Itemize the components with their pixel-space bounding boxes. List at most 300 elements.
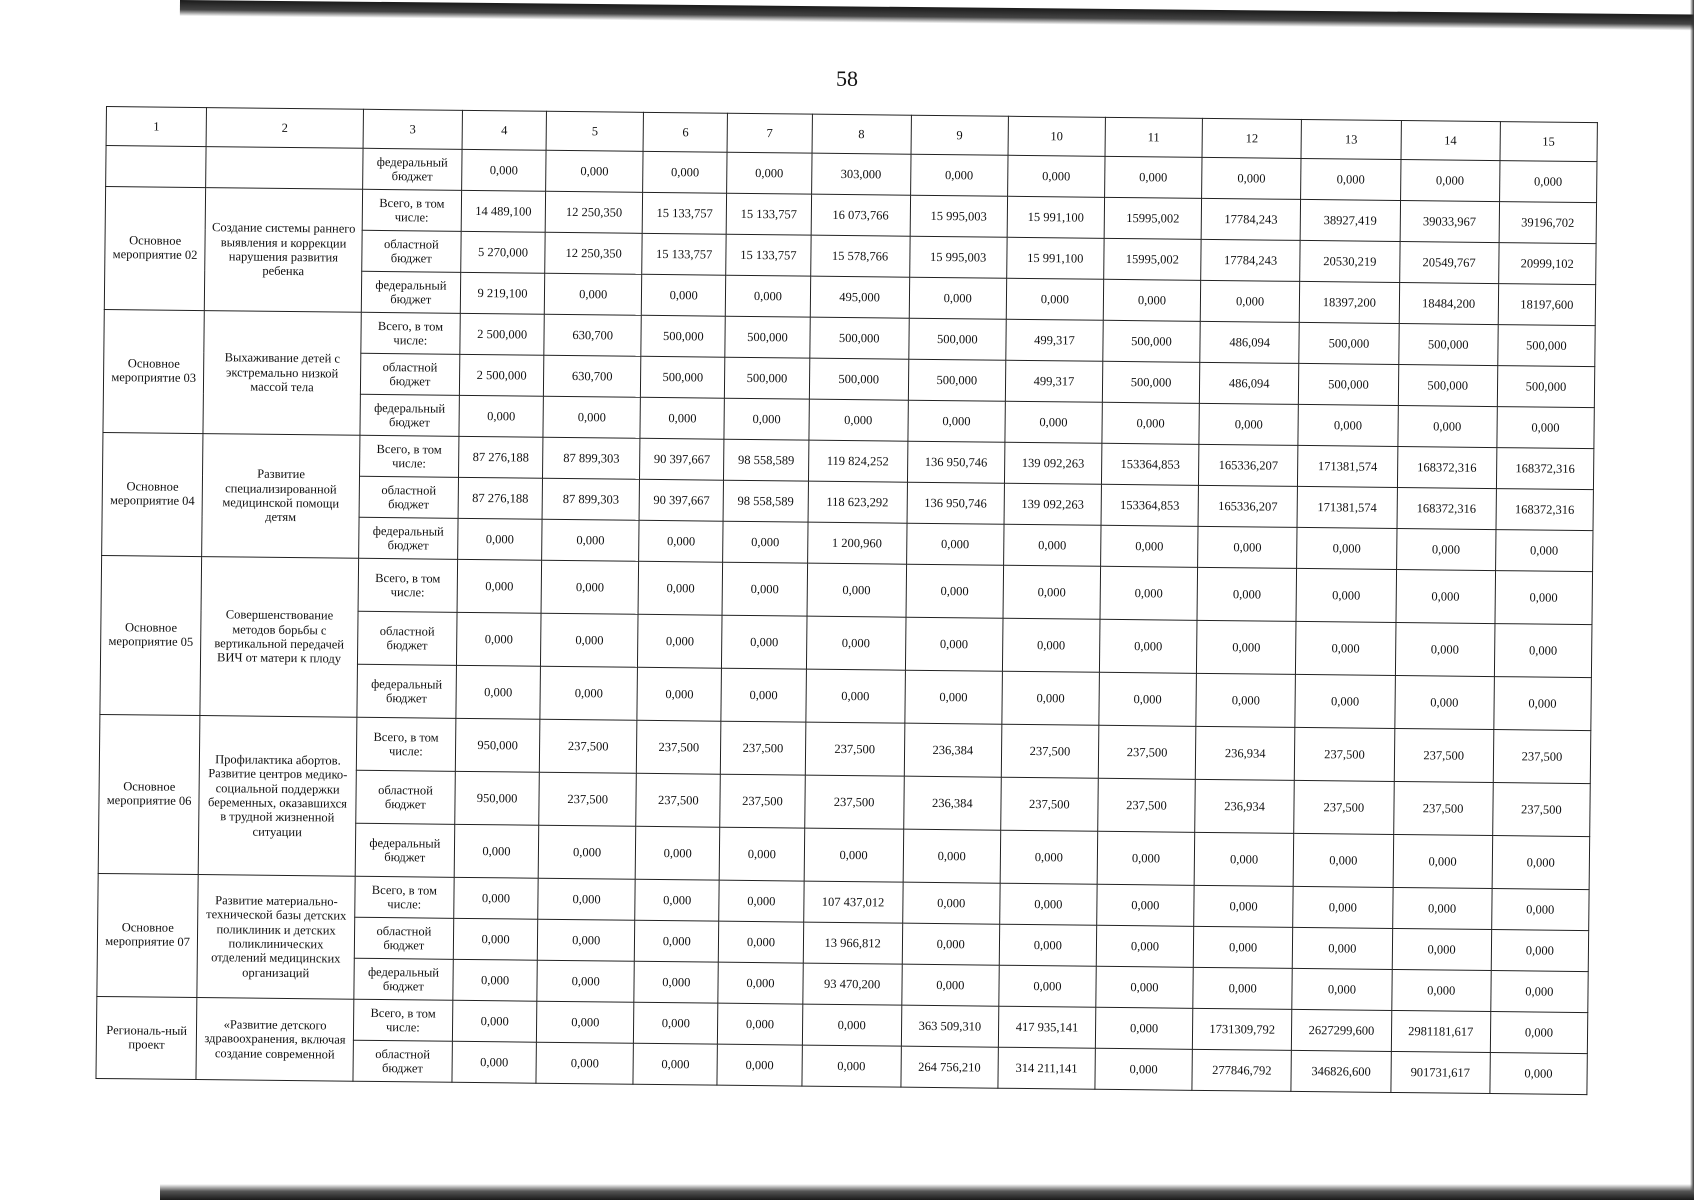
value-cell: 0,000 <box>452 1041 537 1083</box>
value-cell: 0,000 <box>1099 619 1197 673</box>
measure-type: Основное мероприятие 03 <box>103 309 205 433</box>
value-cell: 153364,853 <box>1101 443 1199 485</box>
value-cell: 236,934 <box>1195 726 1295 780</box>
value-cell: 87 899,303 <box>542 478 640 520</box>
value-cell: 0,000 <box>999 965 1097 1007</box>
value-cell: 0,000 <box>1292 968 1392 1010</box>
value-cell: 0,000 <box>1196 620 1296 674</box>
value-cell: 0,000 <box>544 273 642 315</box>
page-number: 58 <box>836 66 858 91</box>
value-cell: 500,000 <box>809 358 909 400</box>
value-cell: 2 500,000 <box>459 354 544 396</box>
value-cell: 0,000 <box>903 829 1001 883</box>
value-cell: 171381,574 <box>1298 445 1398 487</box>
funding-source: областной бюджет <box>359 476 459 518</box>
measure-type: Основное мероприятие 04 <box>102 432 204 556</box>
value-cell: 15 991,100 <box>1007 237 1105 279</box>
value-cell: 39033,967 <box>1400 201 1500 243</box>
value-cell: 0,000 <box>902 923 1000 965</box>
value-cell: 0,000 <box>717 1044 802 1086</box>
document-page <box>95 106 1597 1095</box>
funding-source: Всего, в том числе: <box>354 876 454 918</box>
value-cell: 499,317 <box>1006 319 1104 361</box>
value-cell: 0,000 <box>902 964 1000 1006</box>
value-cell: 0,000 <box>543 396 641 438</box>
value-cell: 0,000 <box>536 1042 634 1084</box>
value-cell: 15 133,757 <box>642 233 727 275</box>
value-cell: 0,000 <box>718 962 803 1004</box>
value-cell: 237,500 <box>1492 783 1590 837</box>
value-cell: 500,000 <box>641 315 726 357</box>
value-cell: 2 500,000 <box>460 313 545 355</box>
value-cell: 93 470,200 <box>802 963 902 1005</box>
value-cell: 0,000 <box>1199 403 1299 445</box>
value-cell: 0,000 <box>643 151 728 193</box>
value-cell: 950,000 <box>455 771 540 825</box>
value-cell: 168372,316 <box>1496 489 1594 531</box>
column-header: 13 <box>1301 119 1401 159</box>
value-cell: 0,000 <box>1193 967 1293 1009</box>
value-cell: 0,000 <box>1003 524 1101 566</box>
scan-edge-bottom <box>160 1184 1694 1200</box>
column-header: 5 <box>546 111 644 151</box>
value-cell: 237,500 <box>1098 725 1196 779</box>
value-cell: 15 133,757 <box>642 192 727 234</box>
value-cell: 500,000 <box>641 356 726 398</box>
value-cell: 0,000 <box>801 1045 901 1087</box>
column-header: 3 <box>363 109 463 149</box>
measure-description: Создание системы раннего выявления и коррекции нарушения развития ребенка <box>205 188 363 313</box>
column-header: 2 <box>206 108 363 149</box>
value-cell: 0,000 <box>902 882 1000 924</box>
column-header: 7 <box>727 113 812 153</box>
funding-source: Всего, в том числе: <box>358 558 458 612</box>
value-cell: 0,000 <box>1202 157 1302 199</box>
value-cell: 0,000 <box>457 559 542 613</box>
value-cell: 0,000 <box>634 1002 719 1044</box>
value-cell: 237,500 <box>1295 727 1395 781</box>
value-cell: 0,000 <box>1100 566 1198 620</box>
value-cell: 5 270,000 <box>461 231 546 273</box>
value-cell: 0,000 <box>1394 675 1494 729</box>
value-cell: 168372,316 <box>1496 448 1594 490</box>
value-cell: 0,000 <box>537 960 635 1002</box>
funding-source: областной бюджет <box>357 611 457 665</box>
measure-type: Основное мероприятие 05 <box>100 555 202 715</box>
value-cell: 0,000 <box>633 1043 718 1085</box>
value-cell: 630,700 <box>544 355 642 397</box>
value-cell: 237,500 <box>1393 781 1493 835</box>
value-cell: 136 950,746 <box>907 482 1005 524</box>
value-cell: 0,000 <box>1301 158 1401 200</box>
value-cell: 236,384 <box>903 776 1001 830</box>
value-cell: 0,000 <box>1003 565 1101 619</box>
value-cell: 0,000 <box>727 152 812 194</box>
column-header: 12 <box>1202 118 1302 158</box>
value-cell: 0,000 <box>909 277 1007 319</box>
value-cell: 237,500 <box>805 722 905 776</box>
funding-source: Всего, в том числе: <box>353 999 453 1041</box>
value-cell: 0,000 <box>638 614 723 668</box>
value-cell: 0,000 <box>722 562 807 616</box>
value-cell: 168372,316 <box>1397 487 1497 529</box>
value-cell: 495,000 <box>810 276 910 318</box>
value-cell: 18397,200 <box>1300 281 1400 323</box>
value-cell: 901731,617 <box>1390 1051 1490 1093</box>
value-cell: 237,500 <box>636 773 721 827</box>
value-cell: 139 092,263 <box>1004 483 1102 525</box>
value-cell: 17784,243 <box>1201 198 1301 240</box>
value-cell: 18484,200 <box>1399 283 1499 325</box>
value-cell: 0,000 <box>546 150 644 192</box>
value-cell: 0,000 <box>719 921 804 963</box>
value-cell: 0,000 <box>1391 969 1491 1011</box>
value-cell: 500,000 <box>725 357 810 399</box>
value-cell: 417 935,141 <box>998 1006 1096 1048</box>
value-cell: 139 092,263 <box>1004 442 1102 484</box>
funding-source: областной бюджет <box>354 917 454 959</box>
value-cell: 0,000 <box>720 827 805 881</box>
value-cell: 237,500 <box>804 775 904 829</box>
value-cell: 20530,219 <box>1300 240 1400 282</box>
value-cell: 237,500 <box>1001 724 1099 778</box>
value-cell: 0,000 <box>458 518 543 560</box>
empty-cell <box>106 146 207 188</box>
value-cell: 500,000 <box>908 359 1006 401</box>
value-cell: 236,384 <box>904 723 1002 777</box>
value-cell: 15 995,003 <box>909 236 1007 278</box>
value-cell: 237,500 <box>637 720 722 774</box>
value-cell: 14 489,100 <box>461 190 546 232</box>
measure-description: «Развитие детского здравоохранения, включая создание современной <box>196 998 353 1082</box>
value-cell: 12 250,350 <box>545 232 643 274</box>
value-cell: 15995,002 <box>1104 238 1202 280</box>
value-cell: 0,000 <box>1392 928 1492 970</box>
value-cell: 237,500 <box>1394 728 1494 782</box>
value-cell: 277846,792 <box>1192 1049 1292 1091</box>
value-cell: 500,000 <box>1299 363 1399 405</box>
value-cell: 0,000 <box>1293 927 1393 969</box>
scan-edge-top <box>180 0 1694 31</box>
value-cell: 500,000 <box>725 316 810 358</box>
measure-description: Профилактика абортов. Развитие центров медико-социальной поддержки беременных, оказавшихся в трудной жизненной ситуации <box>199 716 357 877</box>
value-cell: 0,000 <box>538 878 636 920</box>
measure-description: Развитие материально-технической базы детских поликлиник и детских поликлинических отделений медицинских организаций <box>197 875 355 1000</box>
value-cell: 1 200,960 <box>807 522 907 564</box>
value-cell: 0,000 <box>454 824 539 878</box>
column-header: 15 <box>1500 122 1598 162</box>
funding-source: федеральный бюджет <box>360 394 460 436</box>
value-cell: 237,500 <box>720 774 805 828</box>
value-cell: 0,000 <box>1293 833 1393 887</box>
value-cell: 0,000 <box>635 920 720 962</box>
value-cell: 0,000 <box>1490 1012 1588 1054</box>
column-header: 6 <box>643 112 728 152</box>
value-cell: 0,000 <box>906 564 1004 618</box>
value-cell: 0,000 <box>453 959 538 1001</box>
value-cell: 346826,600 <box>1291 1050 1391 1092</box>
column-header: 1 <box>106 107 207 147</box>
value-cell: 87 899,303 <box>543 437 641 479</box>
value-cell: 0,000 <box>639 520 724 562</box>
value-cell: 0,000 <box>1393 834 1493 888</box>
value-cell: 0,000 <box>1002 618 1100 672</box>
value-cell: 0,000 <box>1193 926 1293 968</box>
value-cell: 0,000 <box>1296 568 1396 622</box>
value-cell: 500,000 <box>1398 364 1498 406</box>
value-cell: 0,000 <box>906 523 1004 565</box>
value-cell: 0,000 <box>908 400 1006 442</box>
funding-source: областной бюджет <box>353 1040 453 1082</box>
measure-description: Выхаживание детей с экстремально низкой массой тела <box>203 311 361 436</box>
value-cell: 237,500 <box>1001 777 1099 831</box>
column-header: 8 <box>812 114 912 154</box>
value-cell: 0,000 <box>1099 672 1197 726</box>
value-cell: 0,000 <box>999 924 1097 966</box>
table-body <box>96 107 1597 1095</box>
value-cell: 0,000 <box>456 665 541 719</box>
value-cell: 18197,600 <box>1498 284 1596 326</box>
value-cell: 98 558,589 <box>723 480 808 522</box>
value-cell: 12 250,350 <box>545 191 643 233</box>
value-cell: 500,000 <box>1102 361 1200 403</box>
funding-source: областной бюджет <box>356 770 456 824</box>
value-cell: 1731309,792 <box>1192 1008 1292 1050</box>
value-cell: 0,000 <box>1295 674 1395 728</box>
value-cell: 168372,316 <box>1397 446 1497 488</box>
value-cell: 0,000 <box>1007 155 1105 197</box>
value-cell: 0,000 <box>1000 830 1098 884</box>
value-cell: 16 073,766 <box>811 194 911 236</box>
value-cell: 0,000 <box>805 669 905 723</box>
value-cell: 0,000 <box>541 613 639 667</box>
value-cell: 0,000 <box>635 879 720 921</box>
value-cell: 499,317 <box>1005 360 1103 402</box>
value-cell: 0,000 <box>462 149 547 191</box>
value-cell: 0,000 <box>637 667 722 721</box>
value-cell: 237,500 <box>721 721 806 775</box>
value-cell: 237,500 <box>1493 730 1591 784</box>
value-cell: 0,000 <box>1105 156 1203 198</box>
value-cell: 0,000 <box>719 880 804 922</box>
value-cell: 0,000 <box>1096 966 1194 1008</box>
value-cell: 0,000 <box>542 519 640 561</box>
funding-source: Всего, в том числе: <box>356 717 456 771</box>
value-cell: 0,000 <box>1400 160 1500 202</box>
value-cell: 2981181,617 <box>1391 1010 1491 1052</box>
value-cell: 0,000 <box>724 398 809 440</box>
value-cell: 0,000 <box>1490 1053 1588 1095</box>
value-cell: 0,000 <box>1298 404 1398 446</box>
value-cell: 0,000 <box>1491 889 1589 931</box>
value-cell: 0,000 <box>1494 677 1592 731</box>
value-cell: 500,000 <box>1299 322 1399 364</box>
value-cell: 15 991,100 <box>1007 196 1105 238</box>
column-header: 9 <box>911 115 1009 155</box>
value-cell: 119 824,252 <box>808 440 908 482</box>
value-cell: 98 558,589 <box>724 439 809 481</box>
column-header: 11 <box>1105 117 1203 157</box>
measure-type: Основное мероприятие 06 <box>98 714 200 874</box>
value-cell: 0,000 <box>537 1001 635 1043</box>
value-cell: 500,000 <box>909 318 1007 360</box>
value-cell: 20549,767 <box>1399 242 1499 284</box>
value-cell: 90 397,667 <box>640 438 725 480</box>
value-cell: 0,000 <box>537 919 635 961</box>
value-cell: 0,000 <box>1198 526 1298 568</box>
value-cell: 237,500 <box>539 719 637 773</box>
measure-type: Основное мероприятие 07 <box>97 873 199 997</box>
value-cell: 171381,574 <box>1297 486 1397 528</box>
funding-source: федеральный бюджет <box>355 823 455 877</box>
value-cell: 0,000 <box>1297 527 1397 569</box>
value-cell: 264 756,210 <box>901 1046 999 1088</box>
value-cell: 500,000 <box>1498 325 1596 367</box>
value-cell: 500,000 <box>809 317 909 359</box>
value-cell: 0,000 <box>541 560 639 614</box>
value-cell: 118 623,292 <box>808 481 908 523</box>
value-cell: 0,000 <box>453 918 538 960</box>
value-cell: 9 219,100 <box>460 272 545 314</box>
value-cell: 0,000 <box>1197 567 1297 621</box>
value-cell: 0,000 <box>634 961 719 1003</box>
value-cell: 15 995,003 <box>910 195 1008 237</box>
measure-description: Развитие специализированной медицинской помощи детям <box>202 434 360 559</box>
value-cell: 0,000 <box>459 395 544 437</box>
value-cell: 0,000 <box>1002 671 1100 725</box>
value-cell: 0,000 <box>1000 883 1098 925</box>
value-cell: 0,000 <box>638 561 723 615</box>
value-cell: 153364,853 <box>1101 484 1199 526</box>
measure-type: Региональ-ный проект <box>96 996 197 1079</box>
value-cell: 0,000 <box>1395 622 1495 676</box>
value-cell: 0,000 <box>1495 571 1593 625</box>
value-cell: 0,000 <box>1194 832 1294 886</box>
value-cell: 0,000 <box>1095 1007 1193 1049</box>
value-cell: 13 966,812 <box>803 922 903 964</box>
value-cell: 165336,207 <box>1199 444 1299 486</box>
value-cell: 303,000 <box>811 153 911 195</box>
value-cell: 0,000 <box>1396 528 1496 570</box>
value-cell: 15995,002 <box>1104 197 1202 239</box>
value-cell: 0,000 <box>454 877 539 919</box>
value-cell: 486,094 <box>1200 321 1300 363</box>
value-cell: 0,000 <box>1097 831 1195 885</box>
value-cell: 87 276,188 <box>458 477 543 519</box>
value-cell: 0,000 <box>452 1000 537 1042</box>
value-cell: 486,094 <box>1199 362 1299 404</box>
value-cell: 236,934 <box>1195 779 1295 833</box>
column-header: 10 <box>1008 116 1106 156</box>
funding-source: федеральный бюджет <box>361 271 461 313</box>
value-cell: 0,000 <box>1196 673 1296 727</box>
value-cell: 39196,702 <box>1499 202 1597 244</box>
value-cell: 90 397,667 <box>639 479 724 521</box>
funding-source: областной бюджет <box>361 230 461 272</box>
value-cell: 0,000 <box>642 274 727 316</box>
column-header: 4 <box>462 110 547 150</box>
value-cell: 0,000 <box>1103 279 1201 321</box>
value-cell: 500,000 <box>1103 320 1201 362</box>
value-cell: 363 509,310 <box>901 1005 999 1047</box>
value-cell: 630,700 <box>544 314 642 356</box>
value-cell: 950,000 <box>455 718 540 772</box>
funding-source: Всего, в том числе: <box>359 435 459 477</box>
value-cell: 17784,243 <box>1201 239 1301 281</box>
value-cell: 0,000 <box>721 668 806 722</box>
funding-source: Всего, в том числе: <box>361 312 461 354</box>
value-cell: 0,000 <box>1497 407 1595 449</box>
value-cell: 0,000 <box>538 825 636 879</box>
value-cell: 0,000 <box>1293 886 1393 928</box>
value-cell: 0,000 <box>910 154 1008 196</box>
value-cell: 0,000 <box>1097 884 1195 926</box>
value-cell: 0,000 <box>1101 525 1199 567</box>
value-cell: 0,000 <box>718 1003 803 1045</box>
value-cell: 0,000 <box>802 1004 902 1046</box>
funding-source: областной бюджет <box>360 353 460 395</box>
value-cell: 15 133,757 <box>726 234 811 276</box>
value-cell: 0,000 <box>640 397 725 439</box>
value-cell: 0,000 <box>905 617 1003 671</box>
value-cell: 0,000 <box>540 666 638 720</box>
value-cell: 0,000 <box>1095 1048 1193 1090</box>
value-cell: 2627299,600 <box>1292 1009 1392 1051</box>
value-cell: 314 211,141 <box>998 1047 1096 1089</box>
measure-description: Совершенствование методов борьбы с вертикальной передачей ВИЧ от матери к плоду <box>200 557 358 718</box>
value-cell: 0,000 <box>1296 621 1396 675</box>
value-cell: 500,000 <box>1398 324 1498 366</box>
value-cell: 0,000 <box>456 612 541 666</box>
value-cell: 0,000 <box>1491 971 1589 1013</box>
value-cell: 0,000 <box>1102 402 1200 444</box>
value-cell: 15 578,766 <box>810 235 910 277</box>
value-cell: 0,000 <box>807 563 907 617</box>
value-cell: 237,500 <box>1098 778 1196 832</box>
budget-table <box>95 106 1597 1095</box>
funding-source: Всего, в том числе: <box>362 189 462 231</box>
value-cell: 0,000 <box>1396 569 1496 623</box>
value-cell: 0,000 <box>722 615 807 669</box>
value-cell: 0,000 <box>1494 624 1592 678</box>
measure-type: Основное мероприятие 02 <box>104 187 206 311</box>
value-cell: 0,000 <box>804 828 904 882</box>
value-cell: 0,000 <box>726 275 811 317</box>
value-cell: 15 133,757 <box>727 193 812 235</box>
value-cell: 500,000 <box>1497 366 1595 408</box>
scan-edge-right <box>1690 0 1694 1200</box>
column-header: 14 <box>1401 121 1501 161</box>
value-cell: 38927,419 <box>1300 199 1400 241</box>
value-cell: 0,000 <box>1194 885 1294 927</box>
value-cell: 0,000 <box>1392 887 1492 929</box>
funding-source: федеральный бюджет <box>362 148 462 190</box>
value-cell: 0,000 <box>1397 405 1497 447</box>
value-cell: 0,000 <box>1200 280 1300 322</box>
value-cell: 0,000 <box>806 616 906 670</box>
value-cell: 237,500 <box>539 772 637 826</box>
funding-source: федеральный бюджет <box>357 664 457 718</box>
value-cell: 136 950,746 <box>907 441 1005 483</box>
funding-source: федеральный бюджет <box>354 958 454 1000</box>
value-cell: 0,000 <box>723 521 808 563</box>
value-cell: 237,500 <box>1294 780 1394 834</box>
value-cell: 0,000 <box>1096 925 1194 967</box>
value-cell: 165336,207 <box>1198 485 1298 527</box>
value-cell: 87 276,188 <box>459 436 544 478</box>
value-cell: 0,000 <box>1495 530 1593 572</box>
value-cell: 0,000 <box>635 826 720 880</box>
